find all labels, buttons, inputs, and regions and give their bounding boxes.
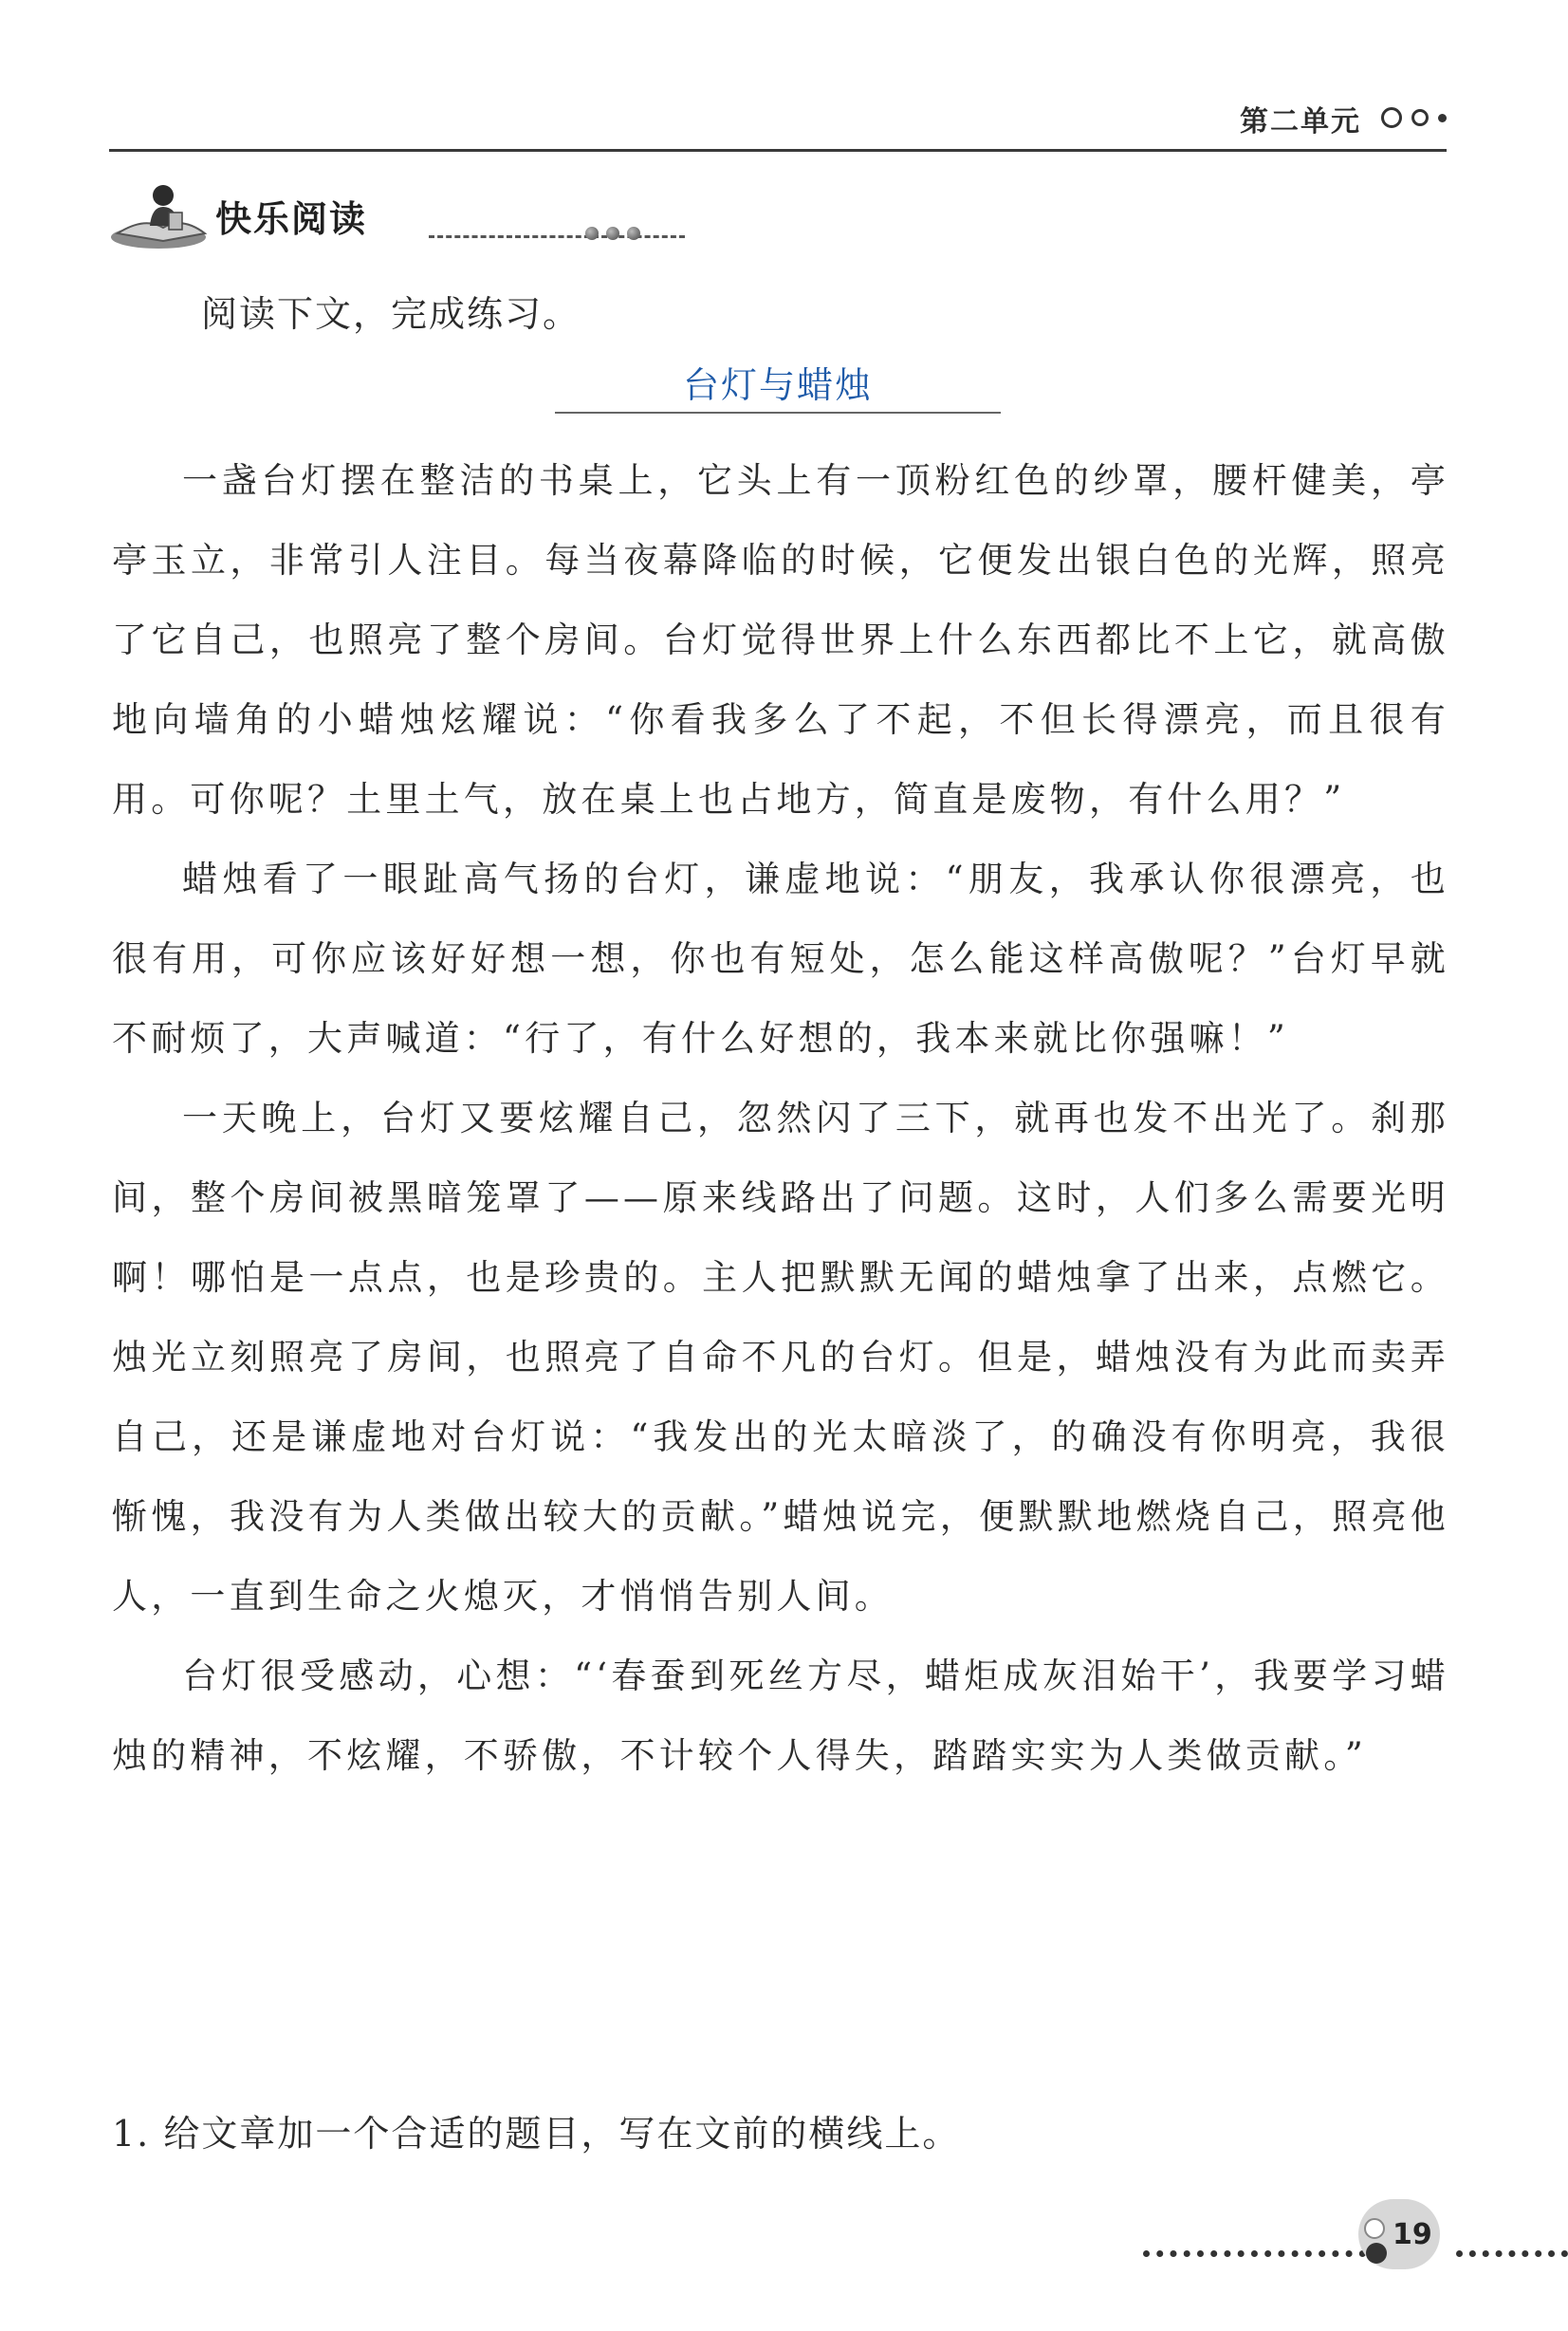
reading-person-icon: [106, 178, 211, 254]
page-number: 19: [1393, 2218, 1432, 2251]
section-title: 快乐阅读: [215, 198, 368, 240]
instruction-text: 阅读下文，完成练习。: [201, 293, 581, 335]
section-ornament: [585, 227, 640, 240]
paragraph: 蜡烛看了一眼趾高气扬的台灯，谦虚地说：“朋友，我承认你很漂亮，也很有用，可你应该好好想一想，你也有短处，怎么能这样高傲呢？”台灯早就不耐烦了，大声喊道：“行了，有什么好想的，我本来就比你强嘛！”: [112, 859, 1449, 1059]
page-number-badge: [1358, 2199, 1440, 2269]
page-header: [109, 90, 1447, 152]
paragraph: 一盏台灯摆在整洁的书桌上，它头上有一顶粉红色的纱罩，腰杆健美，亭亭玉立，非常引人注目。每当夜幕降临的时候，它便发出银白色的光辉，照亮了它自己，也照亮了整个房间。台灯觉得世界上什么东西都比不上它，就高傲地向墙角的小蜡烛炫耀说：“你看我多么了不起，不但长得漂亮，而且很有用。可你呢？土里土气，放在桌上也占地方，简直是废物，有什么用？”: [112, 460, 1449, 820]
paragraph: 台灯很受感动，心想：“‘春蚕到死丝方尽，蜡炬成灰泪始干’，我要学习蜡烛的精神，不炫耀，不骄傲，不计较个人得失，踏踏实实为人类做贡献。”: [112, 1656, 1449, 1776]
footer-dotted-line: [1143, 2250, 1366, 2257]
reading-passage: [112, 441, 1449, 1796]
section-divider: [429, 235, 685, 238]
unit-label: 第二单元: [1240, 105, 1361, 139]
story-title: 台灯与蜡烛: [682, 364, 873, 406]
question-1: 1. 给文章加一个合适的题目，写在文前的横线上。: [112, 2113, 961, 2155]
header-ornament: [1381, 107, 1447, 128]
paragraph: 一天晚上，台灯又要炫耀自己，忽然闪了三下，就再也发不出光了。刹那间，整个房间被黑暗笼罩了——原来线路出了问题。这时，人们多么需要光明啊！哪怕是一点点，也是珍贵的。主人把默默无闻的蜡烛拿了出来，点燃它。烛光立刻照亮了房间，也照亮了自命不凡的台灯。但是，蜡烛没有为此而卖弄自己，还是谦虚地对台灯说：“我发出的光太暗淡了，的确没有你明亮，我很惭愧，我没有为人类做出较大的贡献。”蜡烛说完，便默默地燃烧自己，照亮他人，一直到生命之火熄灭，才悄悄告别人间。: [112, 1098, 1449, 1617]
section-heading: [106, 178, 675, 264]
footer-dotted-line: [1456, 2250, 1568, 2257]
title-underline: [555, 412, 1001, 414]
